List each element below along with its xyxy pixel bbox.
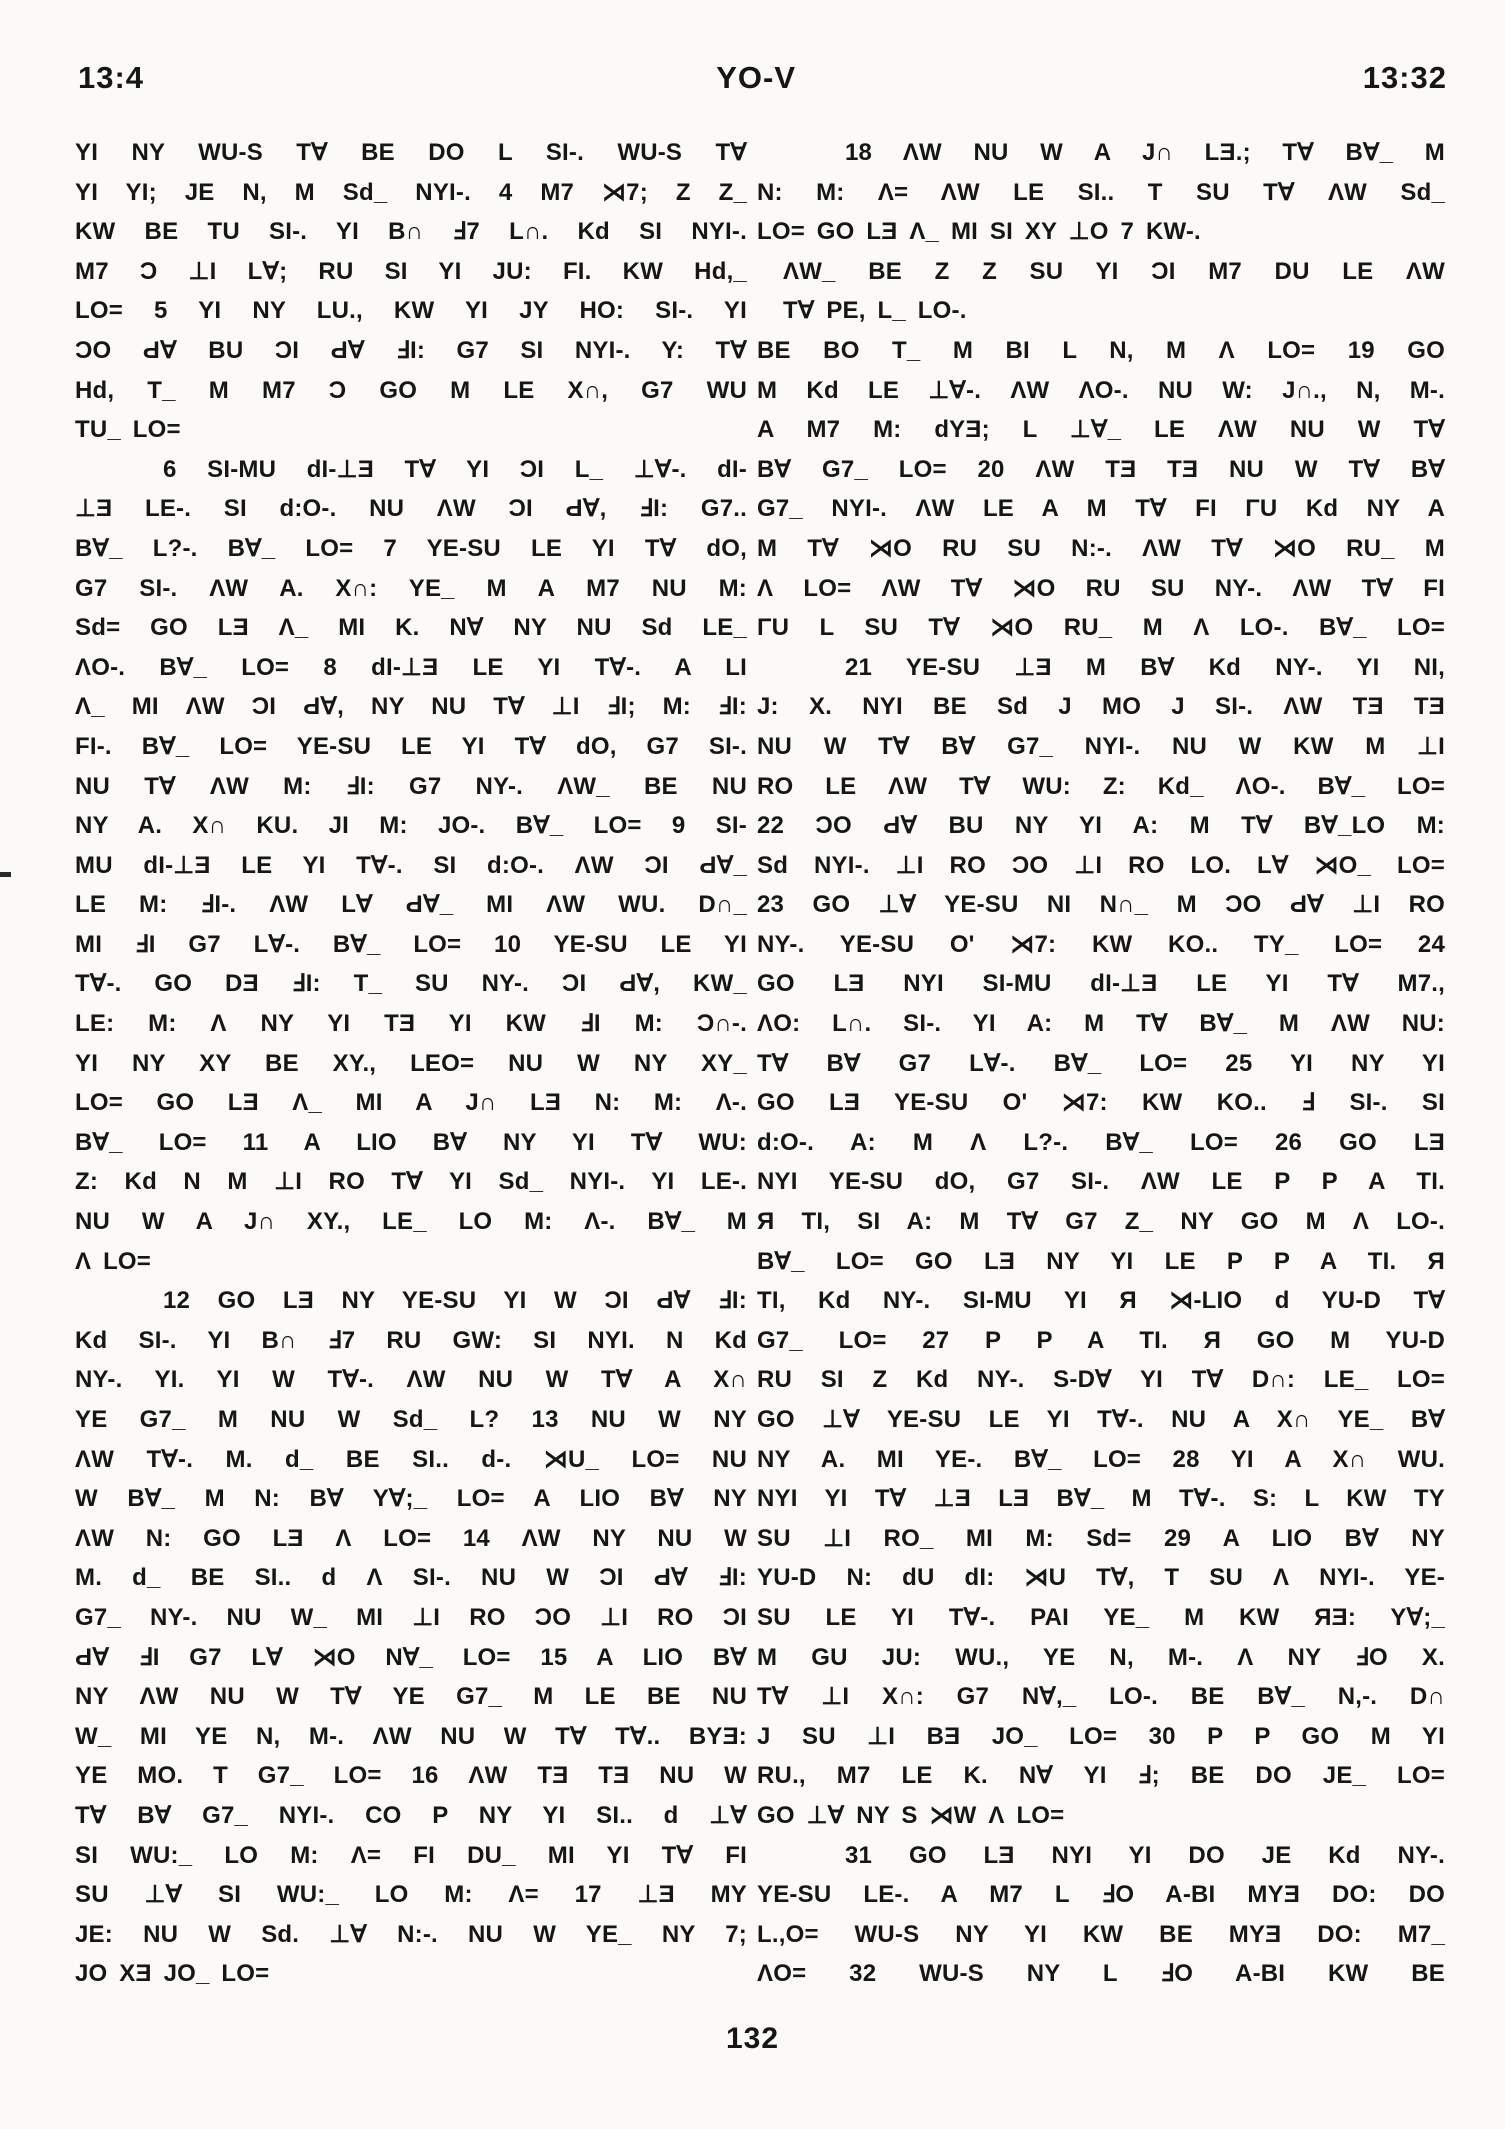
- text-line: T∀ B∀ G7_ NYI-. CO P NY YI SI.. d ⊥∀: [75, 1801, 747, 1829]
- text-line: JO XƎ JO_ LO=: [75, 1960, 270, 1988]
- text-line: ⊥Ǝ LE-. SI d:O-. NU ΛW ƆI Ԁ∀, ℲI: G7..: [75, 495, 747, 523]
- text-line: Kd SI-. YI B∩ Ⅎ7 RU GW: SI NYI. N Kd: [75, 1326, 747, 1354]
- text-line: 6 SI-MU dI-⊥Ǝ T∀ YI ƆI L_ ⊥∀-. dI-: [163, 455, 747, 483]
- verse-number: 23: [757, 891, 785, 919]
- text-line: GO LƎ NYI SI-MU dI-⊥Ǝ LE YI T∀ M7.,: [757, 970, 1445, 998]
- text-line: Sd= GO LƎ Λ_ MI K. N∀ NY NU Sd LE_: [75, 614, 747, 642]
- text-line: ΓU L SU T∀ ⋊O RU_ M Λ LO-. B∀_ LO=: [757, 614, 1445, 642]
- verse-number: 28: [1172, 1445, 1200, 1473]
- text-line: SU LE YI T∀-. PAI YE_ M KW ЯƎ: Y∀;_: [757, 1603, 1445, 1631]
- verse-number: 31: [845, 1841, 873, 1869]
- verse-number: 19: [1347, 336, 1375, 364]
- text-line: SU ⊥I RO_ MI M: Sd= 29 A LIO B∀ NY: [757, 1524, 1445, 1552]
- text-line: L.,O= WU-S NY YI KW BE MYƎ DO: M7_: [757, 1920, 1445, 1948]
- text-line: NY-. YI. YI W T∀-. ΛW NU W T∀ A X∩: [75, 1366, 747, 1394]
- text-line: d:O-. A: M Λ L?-. B∀_ LO= 26 GO LƎ: [757, 1128, 1445, 1156]
- text-line: NY-. YE-SU O' ⋊7: KW KO.. TY_ LO= 24: [757, 930, 1445, 958]
- text-line: N: M: Λ= ΛW LE SI.. T SU T∀ ΛW Sd_: [757, 178, 1445, 206]
- text-line: J SU ⊥I BƎ JO_ LO= 30 P P GO M YI: [757, 1722, 1445, 1750]
- verse-number: 16: [411, 1762, 439, 1790]
- text-line: A M7 M: dYƎ; L ⊥∀_ LE ΛW NU W T∀: [757, 416, 1445, 444]
- verse-number: 4: [498, 178, 513, 206]
- text-line: GO ⊥∀ NY S ⋊W Λ LO=: [757, 1801, 1065, 1829]
- text-line: NU W A J∩ XY., LE_ LO M: Λ-. B∀_ M: [75, 1208, 747, 1236]
- text-line: LE: M: Λ NY YI TƎ YI KW ℲI M: Ɔ∩-.: [75, 1010, 747, 1038]
- verse-number: 32: [849, 1960, 877, 1988]
- text-line: Λ_ MI ΛW ƆI Ԁ∀, NY NU T∀ ⊥I ℲI; M: ℲI:: [75, 693, 747, 721]
- text-line: MU dI-⊥Ǝ LE YI T∀-. SI d:O-. ΛW ƆI Ԁ∀_: [75, 851, 747, 879]
- verse-number: 15: [540, 1643, 568, 1671]
- text-line: YI NY XY BE XY., LEO= NU W NY XY_: [75, 1049, 747, 1077]
- verse-number: 12: [163, 1287, 191, 1315]
- verse-number: 29: [1163, 1524, 1192, 1552]
- text-line: BE BO T_ M BI L N, M Λ LO= 19 GO: [757, 336, 1445, 364]
- running-head-verse-right: 13:32: [1362, 60, 1447, 95]
- text-line: M Kd LE ⊥∀-. ΛW ΛO-. NU W: J∩., N, M-.: [757, 376, 1445, 404]
- text-line: ΛO-. B∀_ LO= 8 dI-⊥Ǝ LE YI T∀-. A LI: [75, 653, 747, 681]
- text-line: FI-. B∀_ LO= YE-SU LE YI T∀ dO, G7 SI-.: [75, 732, 747, 760]
- text-line: RU., M7 LE K. N∀ YI Ⅎ; BE DO JE_ LO=: [757, 1762, 1445, 1790]
- text-line: G7_ NY-. NU W_ MI ⊥I RO ƆO ⊥I RO ƆI: [75, 1603, 747, 1631]
- text-line: NU T∀ ΛW M: ℲI: G7 NY-. ΛW_ BE NU: [75, 772, 747, 800]
- text-line: GO ⊥∀ YE-SU LE YI T∀-. NU A X∩ YE_ B∀: [757, 1406, 1445, 1433]
- text-line: NYI YI T∀ ⊥Ǝ LƎ B∀_ M T∀-. S: L KW TY: [757, 1485, 1445, 1513]
- text-line: 18 ΛW NU W A J∩ LƎ.; T∀ B∀_ M: [845, 139, 1445, 166]
- book-title: YO-V: [716, 60, 797, 95]
- text-line: LO= 5 YI NY LU., KW YI JY HO: SI-. YI: [75, 297, 747, 325]
- text-line: M. d_ BE SI.. d Λ SI-. NU W ƆI Ԁ∀ ℲI:: [75, 1564, 747, 1592]
- verse-number: 11: [242, 1128, 269, 1156]
- text-line: B∀_ LO= GO LƎ NY YI LE P P A TI. Я: [757, 1247, 1445, 1275]
- text-line: RU SI Z Kd NY-. S-D∀ YI T∀ D∩: LE_ LO=: [757, 1366, 1445, 1394]
- running-head-verse-left: 13:4: [78, 60, 145, 95]
- text-line: JE: NU W Sd. ⊥∀ N:-. NU W YE_ NY 7;: [75, 1920, 747, 1948]
- text-line: LO= GO LƎ Λ_ MI SI XY ⊥O 7 KW-.: [757, 218, 1201, 246]
- column-right: [757, 133, 1445, 1994]
- text-line: 12 GO LƎ NY YE-SU YI W ƆI Ԁ∀ ℲI:: [163, 1287, 747, 1315]
- verse-number: 5: [154, 297, 168, 325]
- text-line: Λ LO=: [75, 1247, 152, 1275]
- text-line: T∀ PE, L_ LO-.: [783, 297, 967, 325]
- verse-number: 14: [462, 1524, 490, 1552]
- verse-number: 26: [1274, 1128, 1303, 1156]
- text-line: T∀ ⊥I X∩: G7 N∀,_ LO-. BE B∀_ N,-. D∩: [757, 1683, 1445, 1711]
- verse-number: 17: [574, 1881, 602, 1909]
- verse-number: 24: [1417, 930, 1445, 958]
- page-header: [78, 60, 1447, 96]
- verse-number: 25: [1225, 1049, 1253, 1077]
- text-line: Ԁ∀ ℲI G7 L∀ ⋊O N∀_ LO= 15 A LIO B∀: [75, 1643, 748, 1671]
- page-footer: [0, 2022, 1505, 2056]
- text-line: LE M: ℲI-. ΛW L∀ Ԁ∀_ MI ΛW WU. D∩_: [75, 891, 747, 919]
- text-line: 21 YE-SU ⊥Ǝ M B∀ Kd NY-. YI NI,: [845, 653, 1445, 681]
- scan-margin-mark: [0, 872, 11, 877]
- verse-number: 27: [922, 1326, 950, 1354]
- text-line: LO= GO LƎ Λ_ MI A J∩ LƎ N: M: Λ-.: [75, 1089, 747, 1117]
- page-number: 132: [725, 2022, 780, 2055]
- text-line: NY A. X∩ KU. JI M: JO-. B∀_ LO= 9 SI-: [75, 812, 747, 840]
- text-line: YE G7_ M NU W Sd_ L? 13 NU W NY: [75, 1406, 748, 1433]
- column-left: [75, 133, 747, 1994]
- text-line: MI ℲI G7 L∀-. B∀_ LO= 10 YE-SU LE YI: [75, 930, 747, 958]
- text-line: ΛW N: GO LƎ Λ LO= 14 ΛW NY NU W: [75, 1524, 747, 1552]
- text-line: Λ LO= ΛW T∀ ⋊O RU SU NY-. ΛW T∀ FI: [757, 574, 1445, 602]
- text-line: M T∀ ⋊O RU SU N:-. ΛW T∀ ⋊O RU_ M: [757, 534, 1445, 562]
- text-line: ƆO Ԁ∀ BU ƆI Ԁ∀ ℲI: G7 SI NYI-. Y: T∀: [75, 336, 747, 364]
- text-line: YU-D N: dU dI: ⋊U T∀, T SU Λ NYI-. YE-: [757, 1564, 1445, 1592]
- text-line: B∀ G7_ LO= 20 ΛW TƎ TƎ NU W T∀ B∀: [757, 455, 1445, 483]
- text-line: ΛO: L∩. SI-. YI A: M T∀ B∀_ M ΛW NU:: [757, 1010, 1445, 1038]
- text-line: ΛO= 32 WU-S NY L ℲO A-BI KW BE: [757, 1960, 1445, 1988]
- verse-number: 9: [671, 812, 686, 840]
- text-line: J: X. NYI BE Sd J MO J SI-. ΛW TƎ TƎ: [757, 693, 1445, 721]
- text-line: YE MO. T G7_ LO= 16 ΛW TƎ TƎ NU W: [75, 1762, 748, 1790]
- text-line: 23 GO ⊥∀ YE-SU NI N∩_ M ƆO Ԁ∀ ⊥I RO: [757, 891, 1445, 919]
- text-line: Hd, T_ M M7 Ɔ GO M LE X∩, G7 WU: [75, 376, 747, 404]
- text-line: B∀_ LO= 11 A LIO B∀ NY YI T∀ WU:: [75, 1128, 747, 1156]
- text-line: KW BE TU SI-. YI B∩ Ⅎ7 L∩. Kd SI NYI-.: [75, 218, 747, 246]
- text-line: G7 SI-. ΛW A. X∩: YE_ M A M7 NU M:: [75, 574, 747, 602]
- text-line: M GU JU: WU., YE N, M-. Λ NY ℲO X.: [757, 1643, 1445, 1671]
- verse-number: 7: [383, 534, 397, 562]
- text-line: Z: Kd N M ⊥I RO T∀ YI Sd_ NYI-. YI LE-.: [75, 1168, 747, 1196]
- verse-number: 10: [494, 930, 522, 958]
- text-line: Я TI, SI A: M T∀ G7 Z_ NY GO M Λ LO-.: [757, 1208, 1445, 1236]
- text-line: RO LE ΛW T∀ WU: Z: Kd_ ΛO-. B∀_ LO=: [757, 772, 1445, 800]
- text-line: ΛW_ BE Z Z SU YI ƆI M7 DU LE ΛW: [783, 257, 1445, 285]
- text-line: NY ΛW NU W T∀ YE G7_ M LE BE NU: [75, 1683, 747, 1711]
- text-line: GO LƎ YE-SU O' ⋊7: KW KO.. Ⅎ SI-. SI: [757, 1089, 1445, 1117]
- text-line: TU_ LO=: [75, 416, 181, 444]
- text-line: ΛW T∀-. M. d_ BE SI.. d-. ⋊U_ LO= NU: [75, 1445, 747, 1473]
- text-line: T∀ B∀ G7 L∀-. B∀_ LO= 25 YI NY YI: [757, 1049, 1445, 1077]
- text-line: W B∀_ M N: B∀ Y∀;_ LO= A LIO B∀ NY: [75, 1485, 747, 1513]
- verse-number: 6: [163, 455, 177, 483]
- text-line: M7 Ɔ ⊥I L∀; RU SI YI JU: FI. KW Hd,_: [75, 257, 747, 285]
- text-line: G7_ LO= 27 P P A TI. Я GO M YU-D: [757, 1326, 1445, 1354]
- text-line: G7_ NYI-. ΛW LE A M T∀ FI ΓU Kd NY A: [757, 495, 1445, 523]
- text-line: YI NY WU-S T∀ BE DO L SI-. WU-S T∀: [75, 139, 747, 166]
- text-line: W_ MI YE N, M-. ΛW NU W T∀ T∀.. BYƎ:: [75, 1722, 747, 1750]
- text-line: NYI YE-SU dO, G7 SI-. ΛW LE P P A TI.: [757, 1168, 1445, 1196]
- verse-number: 13: [531, 1406, 559, 1433]
- text-line: T∀-. GO DƎ ℲI: T_ SU NY-. ƆI Ԁ∀, KW_: [75, 970, 747, 998]
- verse-number: 21: [845, 653, 873, 681]
- verse-number: 30: [1148, 1722, 1176, 1750]
- text-line: TI, Kd NY-. SI-MU YI Я ⋊-LIO d YU-D T∀: [757, 1287, 1445, 1315]
- text-line: SU ⊥∀ SI WU:_ LO M: Λ= 17 ⊥Ǝ MY: [75, 1881, 747, 1909]
- text-line: YE-SU LE-. A M7 L ℲO A-BI MYƎ DO: DO: [757, 1881, 1445, 1909]
- text-line: NU W T∀ B∀ G7_ NYI-. NU W KW M ⊥I: [757, 732, 1445, 760]
- verse-number: 20: [977, 455, 1005, 483]
- text-line: YI YI; JE N, M Sd_ NYI-. 4 M7 ⋊7; Z Z_: [75, 178, 747, 206]
- text-line: 31 GO LƎ NYI YI DO JE Kd NY-.: [845, 1841, 1445, 1869]
- text-line: SI WU:_ LO M: Λ= FI DU_ MI YI T∀ FI: [75, 1841, 747, 1869]
- text-line: Sd NYI-. ⊥I RO ƆO ⊥I RO LO. L∀ ⋊O_ LO=: [757, 851, 1445, 879]
- text-line: B∀_ L?-. B∀_ LO= 7 YE-SU LE YI T∀ dO,: [75, 534, 747, 562]
- verse-number: 8: [323, 653, 337, 681]
- verse-number: 22: [757, 812, 785, 840]
- verse-number: 18: [845, 139, 873, 166]
- text-line: NY A. MI YE-. B∀_ LO= 28 YI A X∩ WU.: [757, 1445, 1445, 1473]
- text-line: 22 ƆO Ԁ∀ BU NY YI A: M T∀ B∀_LO M:: [757, 812, 1445, 840]
